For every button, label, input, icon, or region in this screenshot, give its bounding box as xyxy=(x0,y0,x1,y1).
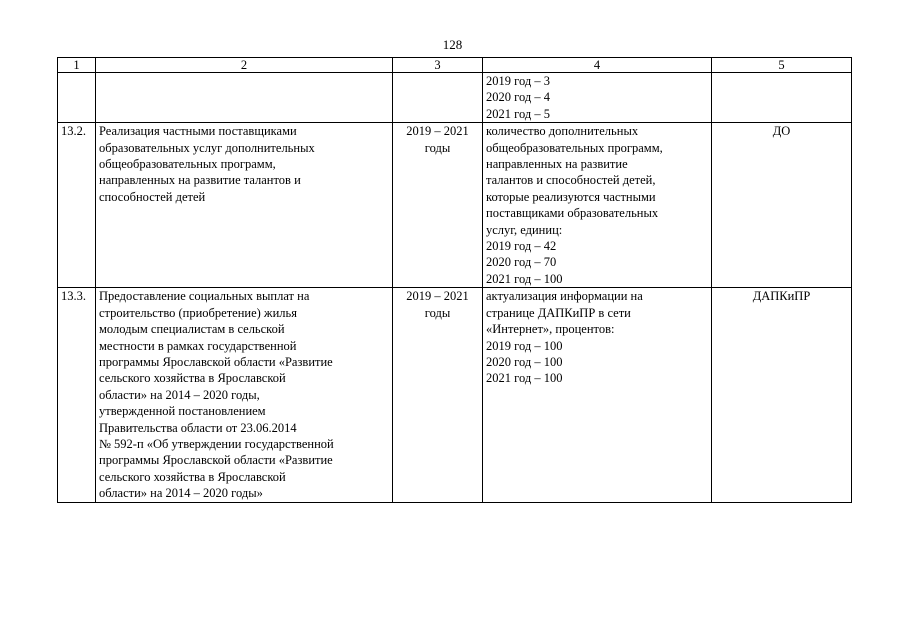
continuation-row xyxy=(58,73,852,123)
description-line: образовательных услуг дополнительных xyxy=(99,140,315,155)
indicator-line: талантов и способностей детей, xyxy=(486,173,656,188)
continuation-period-cell xyxy=(393,73,483,123)
indicator-line: направленных на развитие xyxy=(486,157,628,172)
description-line: области» на 2014 – 2020 годы, xyxy=(99,387,260,402)
continuation-number-cell xyxy=(58,73,96,123)
period-line: 2019 – 2021 xyxy=(406,289,469,304)
row-responsible: ДО xyxy=(712,123,852,288)
indicator-line: поставщиками образовательных xyxy=(486,206,659,221)
indicator-line: 2021 год – 100 xyxy=(486,371,563,386)
column-header-1: 1 xyxy=(58,58,96,73)
indicator-line: услуг, единиц: xyxy=(486,222,563,237)
description-line: строительство (приобретение) жилья xyxy=(99,305,297,320)
indicator-line: 2021 год – 100 xyxy=(486,271,563,286)
row-period xyxy=(393,288,483,502)
description-line: сельского хозяйства в Ярославской xyxy=(99,469,286,484)
row-responsible: ДАПКиПР xyxy=(712,288,852,502)
page-number: 128 xyxy=(442,37,463,52)
table-row-13-2 xyxy=(58,123,852,288)
continuation-responsible-cell xyxy=(712,73,852,123)
row-indicator xyxy=(483,123,712,288)
indicator-line: количество дополнительных xyxy=(486,124,639,139)
description-line: Правительства области от 23.06.2014 xyxy=(99,420,297,435)
description-line: общеобразовательных программ, xyxy=(99,157,276,172)
indicator-line: 2019 год – 42 xyxy=(486,239,557,254)
description-line: программы Ярославской области «Развитие xyxy=(99,453,333,468)
description-line: области» на 2014 – 2020 годы» xyxy=(99,486,263,501)
table-row-13-3 xyxy=(58,288,852,502)
indicator-line: 2021 год – 5 xyxy=(486,106,550,121)
indicator-line: 2020 год – 4 xyxy=(486,90,550,105)
description-line: программы Ярославской области «Развитие xyxy=(99,354,333,369)
row-number: 13.3. xyxy=(58,288,96,502)
column-header-2: 2 xyxy=(96,58,393,73)
row-number: 13.2. xyxy=(58,123,96,288)
program-table xyxy=(57,57,852,503)
indicator-line: 2019 год – 100 xyxy=(486,338,563,353)
period-line: 2019 – 2021 xyxy=(406,124,469,139)
description-line: № 592-п «Об утверждении государственной xyxy=(99,436,334,451)
description-line: способностей детей xyxy=(99,189,206,204)
description-line: Предоставление социальных выплат на xyxy=(99,289,310,304)
indicator-line: актуализация информации на xyxy=(486,289,643,304)
description-line: сельского хозяйства в Ярославской xyxy=(99,371,286,386)
period-line: годы xyxy=(424,140,451,155)
column-header-5: 5 xyxy=(712,58,852,73)
description-line: молодым специалистам в сельской xyxy=(99,322,285,337)
row-description xyxy=(96,123,393,288)
row-indicator xyxy=(483,288,712,502)
description-line: местности в рамках государственной xyxy=(99,338,297,353)
row-period xyxy=(393,123,483,288)
column-header-4: 4 xyxy=(483,58,712,73)
indicator-line: 2020 год – 100 xyxy=(486,354,563,369)
description-line: направленных на развитие талантов и xyxy=(99,173,301,188)
indicator-line: 2019 год – 3 xyxy=(486,74,550,88)
row-description xyxy=(96,288,393,502)
indicator-line: общеобразовательных программ, xyxy=(486,140,663,155)
indicator-line: которые реализуются частными xyxy=(486,189,656,204)
description-line: Реализация частными поставщиками xyxy=(99,124,297,139)
continuation-description-cell xyxy=(96,73,393,123)
description-line: утвержденной постановлением xyxy=(99,404,266,419)
period-line: годы xyxy=(424,305,451,320)
continuation-indicator-cell xyxy=(483,73,712,123)
column-header-3: 3 xyxy=(393,58,483,73)
indicator-line: странице ДАПКиПР в сети xyxy=(486,305,631,320)
indicator-line: «Интернет», процентов: xyxy=(486,322,615,337)
table-header-row xyxy=(58,58,852,73)
indicator-line: 2020 год – 70 xyxy=(486,255,557,270)
